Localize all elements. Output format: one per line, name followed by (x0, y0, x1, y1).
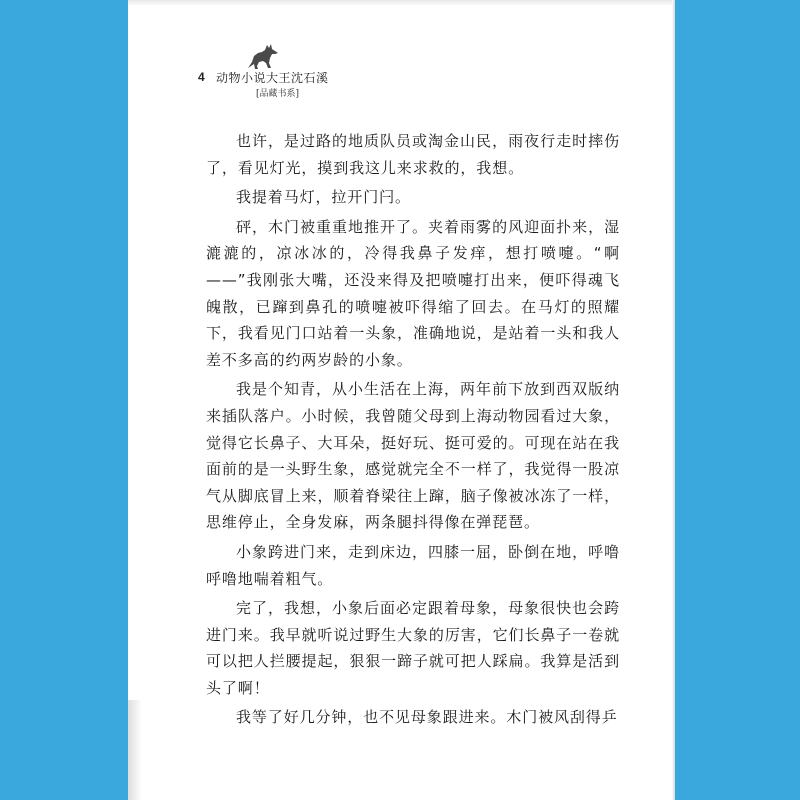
paragraph: 砰，木门被重重地推开了。夹着雨雾的风迎面扑来，湿漉漉的，凉冰冰的，冷得我鼻子发痒，想打喷嚏。“啊——”我刚张大嘴，还没来得及把喷嚏打出来，便吓得魂飞魄散，已蹿到鼻孔的喷嚏被吓得缩了回去。在马灯的照耀下，我看见门口站着一头象，准确地说，是站着一头和我人差不多高的约两岁龄的小象。 (206, 217, 620, 369)
running-header (198, 42, 398, 99)
body-text (206, 128, 620, 734)
paragraph: 也许，是过路的地质队员或淘金山民，雨夜行走时摔伤了，看见灯光，摸到我这儿来求救的，我想。 (206, 132, 620, 177)
page-right-edge (672, 0, 675, 800)
paragraph: 我是个知青，从小生活在上海，两年前下放到西双版纳来插队落户。小时候，我曾随父母到上海动物园看过大象，觉得它长鼻子、大耳朵，挺好玩、挺可爱的。可现在站在我面前的是一头野生象，感觉就完全不一样了，我觉得一股凉气从脚底冒上来，顺着脊梁往上蹿，脑子像被冰冻了一样，思维停止，全身发麻，两条腿抖得像在弹琵琶。 (206, 380, 620, 532)
wolf-icon (246, 42, 280, 70)
book-page (128, 0, 675, 800)
paragraph: 完了，我想，小象后面必定跟着母象，母象很快也会跨进门来。我早就听说过野生大象的厉害，它们长鼻子一卷就可以把人拦腰提起，狠狠一蹄子就可把人踩扁。我算是活到头了啊！ (206, 599, 620, 697)
page-top-shadow (128, 0, 675, 6)
paragraph: 我提着马灯，拉开门闩。 (236, 188, 411, 207)
series-subtitle: [品藏书系] (256, 89, 300, 99)
page-left-smudge (128, 700, 142, 800)
series-title: 动物小说大王沈石溪 (216, 71, 329, 85)
paragraph: 我等了好几分钟，也不见母象跟进来。木门被风刮得乒 (236, 708, 618, 727)
page-number: 4 (198, 70, 205, 84)
paragraph: 小象跨进门来，走到床边，四膝一屈，卧倒在地，呼噜呼噜地喘着粗气。 (206, 542, 620, 588)
